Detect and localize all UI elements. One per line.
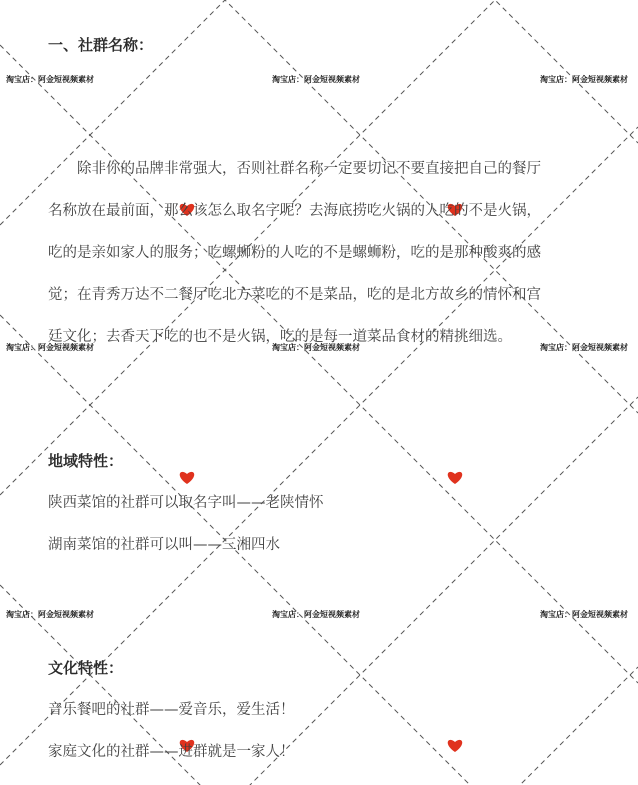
watermark-text: 淘宝店：阿金短视频素材 bbox=[540, 75, 628, 84]
paragraph-line: 吃的是亲如家人的服务；吃螺蛳粉的人吃的不是螺蛳粉，吃的是那种酸爽的感 bbox=[48, 245, 541, 261]
example-line: 陕西菜馆的社群可以取名字叫——老陕情怀 bbox=[48, 495, 324, 511]
watermark-text: 淘宝店：阿金短视频素材 bbox=[540, 610, 628, 619]
example-line: 湖南菜馆的社群可以叫——三湘四水 bbox=[48, 537, 280, 553]
paragraph-line: 名称放在最前面，那么该怎么取名字呢？去海底捞吃火锅的人吃的不是火锅， bbox=[48, 203, 541, 219]
watermark-text: 淘宝店：阿金短视频素材 bbox=[6, 610, 94, 619]
watermark-diagonal-line bbox=[0, 0, 638, 143]
section-heading-community-name: 一、社群名称： bbox=[48, 36, 154, 54]
heart-icon bbox=[448, 740, 462, 752]
watermark-text: 淘宝店：阿金短视频素材 bbox=[272, 343, 360, 352]
example-line: 音乐餐吧的社群——爱音乐，爱生活！ bbox=[48, 702, 295, 718]
heart-icon bbox=[180, 472, 194, 484]
watermark-diagonal-line bbox=[0, 667, 638, 785]
example-line: 家庭文化的社群——进群就是一家人！ bbox=[48, 744, 295, 760]
section-heading-cultural: 文化特性： bbox=[48, 659, 124, 677]
paragraph-line: 廷文化；去香天下吃的也不是火锅，吃的是每一道菜品食材的精挑细选。 bbox=[48, 329, 512, 345]
watermark-text: 淘宝店：阿金短视频素材 bbox=[272, 75, 360, 84]
paragraph-line: 觉；在青秀万达不二餐厅吃北方菜吃的不是菜品，吃的是北方故乡的情怀和宫 bbox=[48, 287, 541, 303]
heart-icon bbox=[448, 472, 462, 484]
paragraph-line: 除非你的品牌非常强大，否则社群名称一定要切记不要直接把自己的餐厅 bbox=[48, 161, 541, 177]
watermark-text: 淘宝店：阿金短视频素材 bbox=[272, 610, 360, 619]
watermark-text: 淘宝店：阿金短视频素材 bbox=[6, 75, 94, 84]
watermark-diagonal-line bbox=[0, 45, 638, 683]
watermark-text: 淘宝店：阿金短视频素材 bbox=[6, 343, 94, 352]
section-heading-regional: 地域特性： bbox=[48, 452, 124, 470]
watermark-text: 淘宝店：阿金短视频素材 bbox=[540, 343, 628, 352]
